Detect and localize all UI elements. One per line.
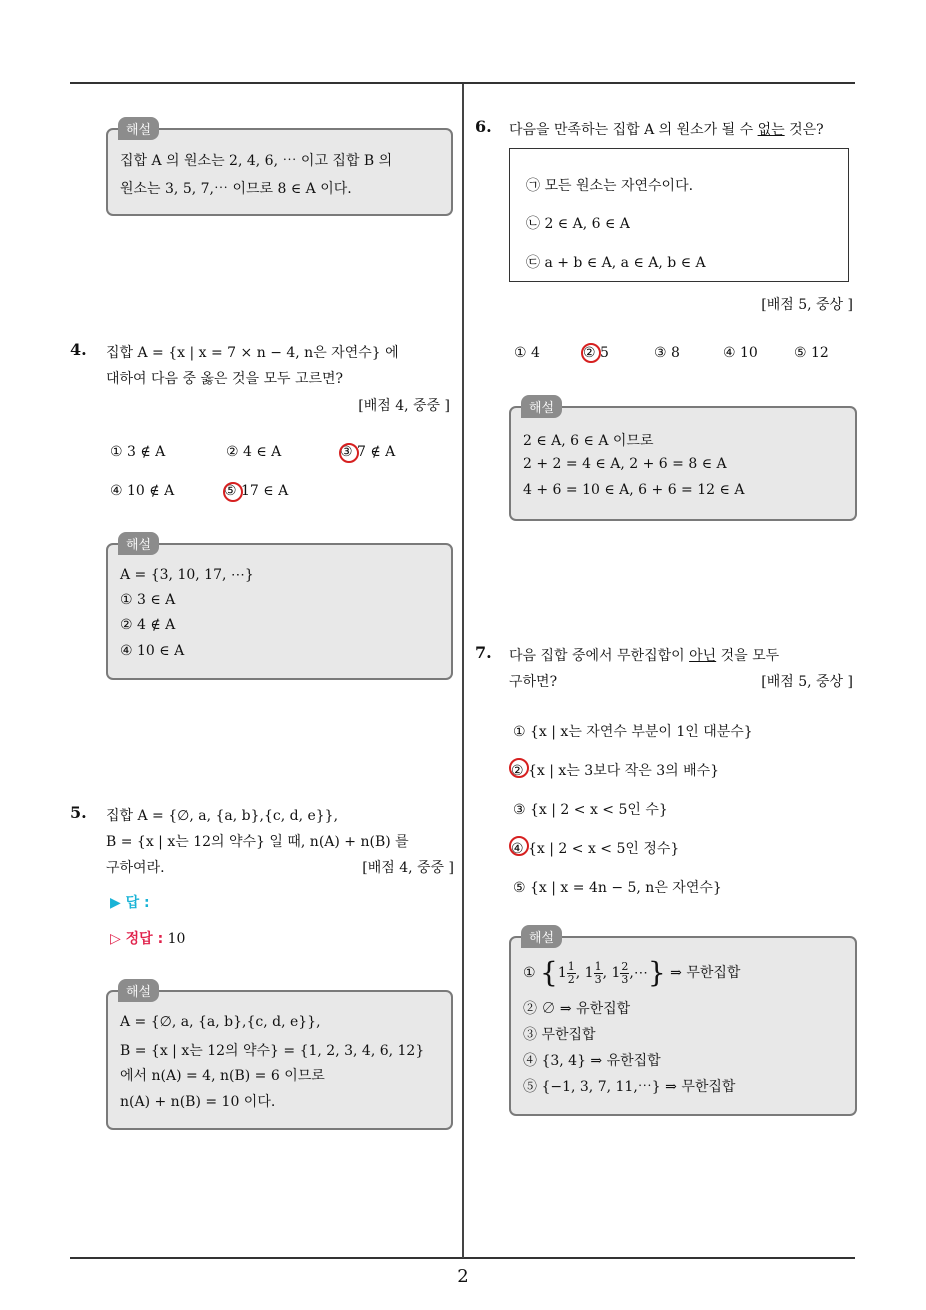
q3-solution-line1: 집합 A 의 원소는 2, 4, 6, ⋯ 이고 집합 B 의 — [120, 153, 393, 169]
q6-choice-4[interactable]: ④ 10 — [723, 345, 758, 361]
q5-correct-value: 10 — [167, 931, 186, 947]
q6-choice-2[interactable]: ② 5 — [583, 345, 609, 361]
q7-s1-frac-b: $\frac{1}{3}$ — [594, 959, 602, 986]
q7-s1-lbrace: { — [540, 956, 558, 989]
q4-prompt-line2: 대하여 다음 중 옳은 것을 모두 고르면? — [106, 371, 344, 387]
q7-s1-tail: ,⋯ — [629, 965, 648, 981]
q7-prompt-underlined: 아닌 — [689, 648, 717, 664]
q4-solution-line1: A = {3, 10, 17, ⋯} — [120, 567, 254, 583]
column-divider — [462, 84, 464, 1258]
q6-condition-3: ㉢ a + b ∈ A, a ∈ A, b ∈ A — [526, 255, 706, 271]
q6-number: 6. — [475, 117, 492, 136]
q6-choice-2-mark — [581, 343, 601, 363]
q7-prompt — [509, 645, 779, 665]
q7-prompt-a: 다음 집합 중에서 무한집합이 — [509, 648, 690, 664]
q5-prompt-line2: B = {x | x는 12의 약수} 일 때, n(A) + n(B) 를 — [106, 834, 409, 850]
q7-s1-whole-a: 1 — [557, 965, 567, 981]
q6-choice-3[interactable]: ③ 8 — [654, 345, 680, 361]
q7-solution-box — [509, 936, 857, 1116]
q6-condition-2: ㉡ 2 ∈ A, 6 ∈ A — [526, 216, 630, 232]
q4-solution-line3: ② 4 ∉ A — [120, 617, 176, 633]
q7-s1-rbrace: } — [647, 956, 666, 989]
q6-condition-1: ㉠ 모든 원소는 자연수이다. — [526, 178, 694, 194]
q6-hint-tag: 해설 — [521, 395, 562, 418]
q7-solution-line3: ③ 무한집합 — [523, 1027, 596, 1043]
q4-choice-3-mark — [339, 443, 359, 463]
q5-hint-tag: 해설 — [118, 979, 159, 1002]
q7-choice-4-mark — [509, 836, 529, 856]
q7-score: [배점 5, 중상 ] — [761, 674, 853, 690]
page-number: 2 — [457, 1266, 469, 1287]
q6-score: [배점 5, 중상 ] — [761, 297, 853, 313]
q7-solution-line4: ④ {3, 4} ⇒ 유한집합 — [523, 1053, 661, 1069]
q5-prompt-line1: 집합 A = {∅, a, {a, b},{c, d, e}}, — [106, 808, 339, 824]
q7-solution-line2: ② ∅ ⇒ 유한집합 — [523, 1001, 631, 1017]
q6-prompt — [509, 119, 824, 139]
q4-choice-5-mark — [223, 482, 243, 502]
q6-solution-line3: 4 + 6 = 10 ∈ A, 6 + 6 = 12 ∈ A — [523, 482, 745, 498]
q3-solution-line2: 원소는 3, 5, 7,⋯ 이므로 8 ∈ A 이다. — [120, 181, 352, 197]
q7-choice-2-mark — [509, 758, 529, 778]
q4-choice-3[interactable]: ③ 7 ∉ A — [340, 444, 396, 460]
q7-hint-tag: 해설 — [521, 925, 562, 948]
q5-answer-label: ▶ 답 : — [110, 895, 150, 911]
q7-choice-3[interactable]: ③ {x | 2 < x < 5인 수} — [513, 802, 668, 818]
q4-choice-4[interactable]: ④ 10 ∉ A — [110, 483, 175, 499]
q7-s1-whole-b: 1 — [584, 965, 594, 981]
q6-solution-line1: 2 ∈ A, 6 ∈ A 이므로 — [523, 433, 654, 449]
q7-number: 7. — [475, 643, 492, 662]
q5-solution-line4: n(A) + n(B) = 10 이다. — [120, 1094, 276, 1110]
q4-choice-2[interactable]: ② 4 ∈ A — [226, 444, 282, 460]
q6-solution-line2: 2 + 2 = 4 ∈ A, 2 + 6 = 8 ∈ A — [523, 456, 727, 472]
q7-s1-result: ⇒ 무한집합 — [670, 965, 741, 981]
q4-score: [배점 4, 중중 ] — [358, 398, 450, 414]
q7-choice-5[interactable]: ⑤ {x | x = 4n − 5, n은 자연수} — [513, 880, 722, 896]
q5-prompt-line3: 구하여라. — [106, 860, 165, 876]
q5-score: [배점 4, 중중 ] — [362, 860, 454, 876]
q6-choice-5[interactable]: ⑤ 12 — [794, 345, 829, 361]
q4-hint-tag: 해설 — [118, 532, 159, 555]
q4-number: 4. — [70, 340, 87, 359]
q7-s1-frac-c: $\frac{2}{3}$ — [621, 959, 629, 986]
q4-choice-5[interactable]: ⑤ 17 ∈ A — [224, 483, 289, 499]
q6-choice-1[interactable]: ① 4 — [514, 345, 540, 361]
q6-prompt-b: 것은? — [784, 122, 824, 138]
q6-prompt-a: 다음을 만족하는 집합 A 의 원소가 될 수 — [509, 122, 758, 138]
q5-number: 5. — [70, 803, 87, 822]
q4-solution-line4: ④ 10 ∈ A — [120, 643, 185, 659]
q4-solution-box — [106, 543, 453, 680]
q7-prompt-line2: 구하면? — [509, 674, 558, 690]
q6-solution-box — [509, 406, 857, 521]
q5-correct-label: ▷ 정답 : — [110, 931, 164, 947]
q7-prompt-b: 것을 모두 — [716, 648, 780, 664]
q3-hint-tag: 해설 — [118, 117, 159, 140]
q7-solution-line1: ① {1 $\frac{1}{2}$ , 1 $\frac{1}{3}$ , 1 $\frac{2}{3}$ ,⋯} ⇒ 무한집합 — [523, 956, 741, 989]
q7-choice-2[interactable]: ② {x | x는 3보다 작은 3의 배수} — [511, 763, 720, 779]
q7-solution-line5: ⑤ {−1, 3, 7, 11,⋯} ⇒ 무한집합 — [523, 1079, 736, 1095]
q7-s1-prefix: ① — [523, 965, 536, 981]
q4-solution-line2: ① 3 ∈ A — [120, 592, 176, 608]
q7-s1-frac-a: $\frac{1}{2}$ — [567, 959, 575, 986]
q6-condition-box — [509, 148, 849, 282]
q7-choice-4[interactable]: ④ {x | 2 < x < 5인 정수} — [511, 841, 680, 857]
q5-solution-box — [106, 990, 453, 1130]
q5-solution-line1: A = {∅, a, {a, b},{c, d, e}}, — [120, 1014, 321, 1030]
q5-solution-line2: B = {x | x는 12의 약수} = {1, 2, 3, 4, 6, 12} — [120, 1043, 425, 1059]
q5-correct-answer — [110, 928, 185, 948]
q4-choice-1[interactable]: ① 3 ∉ A — [110, 444, 166, 460]
q7-s1-whole-c: 1 — [611, 965, 621, 981]
q3-solution-box — [106, 128, 453, 216]
q7-choice-1[interactable]: ① {x | x는 자연수 부분이 1인 대분수} — [513, 724, 753, 740]
q4-prompt-line1: 집합 A = {x | x = 7 × n − 4, n은 자연수} 에 — [106, 345, 399, 361]
q6-prompt-underlined: 없는 — [757, 122, 785, 138]
q5-solution-line3: 에서 n(A) = 4, n(B) = 6 이므로 — [120, 1068, 325, 1084]
